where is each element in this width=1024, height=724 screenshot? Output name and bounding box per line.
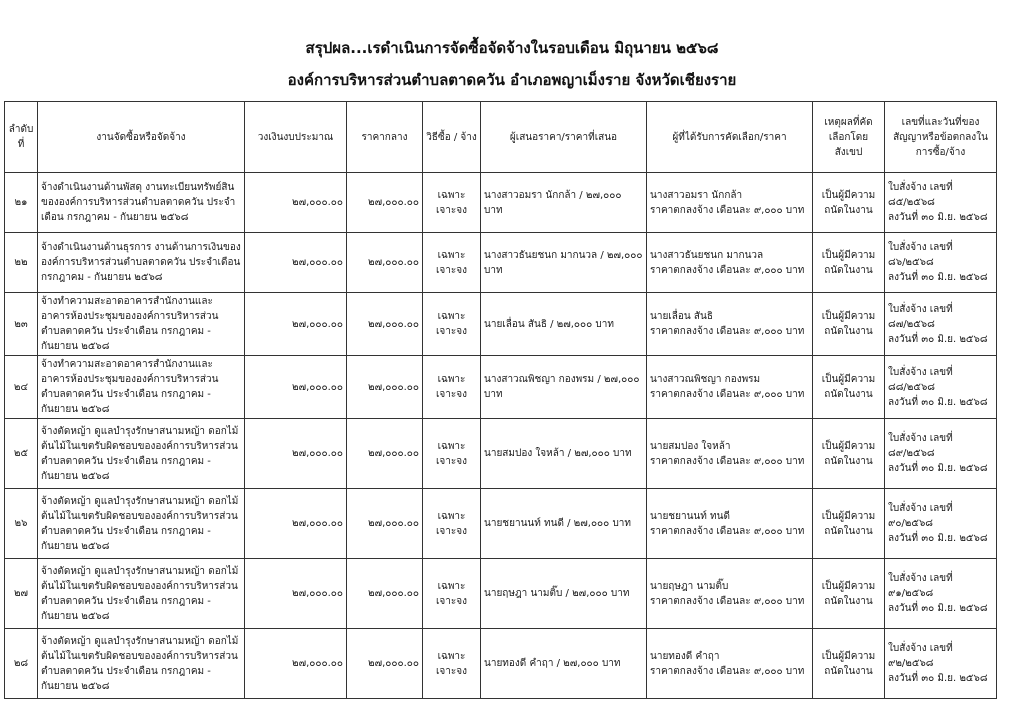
bidder-price: นายสมปอง ใจหล้า / ๒๗,๐๐๐ บาท xyxy=(481,419,647,489)
contract-date: ลงวันที่ ๓๐ มิ.ย. ๒๕๖๘ xyxy=(888,603,988,614)
task-description: จ้างตัดหญ้า ดูแลบำรุงรักษาสนามหญ้า ดอกไม้ต้นไม้ในเขตรับผิดชอบขององค์การบริหารส่วนตำบลตาดควัน ประจำเดือน กรกฎาคม - กันยายน ๒๕๖๘ xyxy=(38,559,245,629)
task-description: จ้างดำเนินงานด้านธุรการ งานด้านการเงินขององค์การบริหารส่วนตำบลตาดควัน ประจำเดือน กรกฎาคม - กันยายน ๒๕๖๘ xyxy=(38,233,245,293)
winner-name: นายฤษฎา นามติ๊บ xyxy=(650,580,729,592)
winner-name: นายชยานนท์ ทนดี xyxy=(650,510,730,522)
selection-reason: เป็นผู้มีความถนัดในงาน xyxy=(813,173,885,233)
column-header: ลำดับที่ xyxy=(5,102,38,173)
task-description: จ้างทำความสะอาดอาคารสำนักงานและอาคารห้องประชุมขององค์การบริหารส่วนตำบลตาดควัน ประจำเดือน กรกฎาคม - กันยายน ๒๕๖๘ xyxy=(38,356,245,419)
winner-price: ราคาตกลงจ้าง เดือนละ ๙,๐๐๐ บาท xyxy=(650,264,805,276)
table-row xyxy=(5,356,997,419)
median-price: ๒๗,๐๐๐.๐๐ xyxy=(347,173,423,233)
document-subtitle: องค์การบริหารส่วนตำบลตาดควัน อำเภอพญาเม็งราย จังหวัดเชียงราย xyxy=(287,71,737,89)
task-description: จ้างทำความสะอาดอาคารสำนักงานและอาคารห้องประชุมขององค์การบริหารส่วนตำบลตาดควัน ประจำเดือน กรกฎาคม - กันยายน ๒๕๖๘ xyxy=(38,293,245,356)
contract-info xyxy=(885,559,997,629)
row-number: ๒๓ xyxy=(5,293,38,356)
winner-name: นายทองดี คำฤา xyxy=(650,650,720,662)
contract-date: ลงวันที่ ๓๐ มิ.ย. ๒๕๖๘ xyxy=(888,333,988,345)
budget-amount: ๒๗,๐๐๐.๐๐ xyxy=(245,356,347,419)
winner-price: ราคาตกลงจ้าง เดือนละ ๙,๐๐๐ บาท xyxy=(650,204,805,216)
table-row xyxy=(5,629,997,699)
row-number: ๒๑ xyxy=(5,173,38,233)
table-row xyxy=(5,173,997,233)
table-row xyxy=(5,559,997,629)
contract-info xyxy=(885,293,997,356)
table-header-row xyxy=(5,102,997,173)
row-number: ๒๕ xyxy=(5,419,38,489)
contract-date: ลงวันที่ ๓๐ มิ.ย. ๒๕๖๘ xyxy=(888,533,988,544)
column-header: วงเงินงบประมาณ xyxy=(245,102,347,173)
bidder-price: นางสาวณพิชญา กองพรม / ๒๗,๐๐๐ บาท xyxy=(481,356,647,419)
median-price: ๒๗,๐๐๐.๐๐ xyxy=(347,559,423,629)
procurement-method: เฉพาะเจาะจง xyxy=(423,419,481,489)
column-header: วิธีซื้อ / จ้าง xyxy=(423,102,481,173)
procurement-method: เฉพาะเจาะจง xyxy=(423,293,481,356)
contract-info xyxy=(885,356,997,419)
task-description: จ้างตัดหญ้า ดูแลบำรุงรักษาสนามหญ้า ดอกไม้ต้นไม้ในเขตรับผิดชอบขององค์การบริหารส่วนตำบลตาดควัน ประจำเดือน กรกฎาคม - กันยายน ๒๕๖๘ xyxy=(38,489,245,559)
contract-info xyxy=(885,489,997,559)
selected-vendor xyxy=(647,419,813,489)
bidder-price: นายชยานนท์ ทนดี / ๒๗,๐๐๐ บาท xyxy=(481,489,647,559)
winner-name: นางสาวณพิชญา กองพรม xyxy=(650,374,761,385)
bidder-price: นางสาวธันยชนก มากนวล / ๒๗,๐๐๐ บาท xyxy=(481,233,647,293)
median-price: ๒๗,๐๐๐.๐๐ xyxy=(347,629,423,699)
column-header: งานจัดซื้อหรือจัดจ้าง xyxy=(38,102,245,173)
selection-reason: เป็นผู้มีความถนัดในงาน xyxy=(813,233,885,293)
selection-reason: เป็นผู้มีความถนัดในงาน xyxy=(813,419,885,489)
median-price: ๒๗,๐๐๐.๐๐ xyxy=(347,419,423,489)
selected-vendor xyxy=(647,629,813,699)
median-price: ๒๗,๐๐๐.๐๐ xyxy=(347,233,423,293)
budget-amount: ๒๗,๐๐๐.๐๐ xyxy=(245,559,347,629)
contract-info xyxy=(885,629,997,699)
task-description: จ้างดำเนินงานด้านพัสดุ งานทะเบียนทรัพย์สินขององค์การบริหารส่วนตำบลตาดควัน ประจำเดือน กรกฎาคม - กันยายน ๒๕๖๘ xyxy=(38,173,245,233)
winner-price: ราคาตกลงจ้าง เดือนละ ๙,๐๐๐ บาท xyxy=(650,525,805,537)
task-description: จ้างตัดหญ้า ดูแลบำรุงรักษาสนามหญ้า ดอกไม้ต้นไม้ในเขตรับผิดชอบขององค์การบริหารส่วนตำบลตาดควัน ประจำเดือน กรกฎาคม - กันยายน ๒๕๖๘ xyxy=(38,419,245,489)
selected-vendor xyxy=(647,489,813,559)
bidder-price: นายทองดี คำฤา / ๒๗,๐๐๐ บาท xyxy=(481,629,647,699)
contract-date: ลงวันที่ ๓๐ มิ.ย. ๒๕๖๘ xyxy=(888,463,988,474)
table-row xyxy=(5,419,997,489)
selected-vendor xyxy=(647,233,813,293)
contract-number: ใบสั่งจ้าง เลขที่ ๘๖/๒๕๖๘ xyxy=(888,242,953,268)
winner-name: นายเลื่อน สันธิ xyxy=(650,311,713,322)
table-row xyxy=(5,489,997,559)
column-header: ผู้เสนอราคา/ราคาที่เสนอ xyxy=(481,102,647,173)
budget-amount: ๒๗,๐๐๐.๐๐ xyxy=(245,419,347,489)
budget-amount: ๒๗,๐๐๐.๐๐ xyxy=(245,293,347,356)
procurement-method: เฉพาะเจาะจง xyxy=(423,233,481,293)
winner-price: ราคาตกลงจ้าง เดือนละ ๙,๐๐๐ บาท xyxy=(650,665,805,677)
procurement-method: เฉพาะเจาะจง xyxy=(423,173,481,233)
row-number: ๒๗ xyxy=(5,559,38,629)
contract-number: ใบสั่งจ้าง เลขที่ ๘๗/๒๕๖๘ xyxy=(888,303,953,330)
procurement-method: เฉพาะเจาะจง xyxy=(423,489,481,559)
column-header: เลขที่และวันที่ของสัญญาหรือข้อตกลงในการซื้อ/จ้าง xyxy=(885,102,997,173)
procurement-method: เฉพาะเจาะจง xyxy=(423,356,481,419)
row-number: ๒๒ xyxy=(5,233,38,293)
column-header: ผู้ที่ได้รับการคัดเลือก/ราคา xyxy=(647,102,813,173)
selection-reason: เป็นผู้มีความถนัดในงาน xyxy=(813,356,885,419)
bidder-price: นางสาวอมรา นักกล้า / ๒๗,๐๐๐ บาท xyxy=(481,173,647,233)
contract-date: ลงวันที่ ๓๐ มิ.ย. ๒๕๖๘ xyxy=(888,272,988,283)
budget-amount: ๒๗,๐๐๐.๐๐ xyxy=(245,173,347,233)
selected-vendor xyxy=(647,559,813,629)
budget-amount: ๒๗,๐๐๐.๐๐ xyxy=(245,233,347,293)
contract-date: ลงวันที่ ๓๐ มิ.ย. ๒๕๖๘ xyxy=(888,673,988,684)
contract-date: ลงวันที่ ๓๐ มิ.ย. ๒๕๖๘ xyxy=(888,396,988,408)
row-number: ๒๔ xyxy=(5,356,38,419)
bidder-price: นายเลื่อน สันธิ / ๒๗,๐๐๐ บาท xyxy=(481,293,647,356)
procurement-method: เฉพาะเจาะจง xyxy=(423,629,481,699)
bidder-price: นายฤษฎา นามติ๊บ / ๒๗,๐๐๐ บาท xyxy=(481,559,647,629)
winner-name: นางสาวอมรา นักกล้า xyxy=(650,189,743,201)
contract-number: ใบสั่งจ้าง เลขที่ ๙๑/๒๕๖๘ xyxy=(888,573,953,599)
column-header: เหตุผลที่คัดเลือกโดยสังเขป xyxy=(813,102,885,173)
median-price: ๒๗,๐๐๐.๐๐ xyxy=(347,489,423,559)
contract-info xyxy=(885,233,997,293)
row-number: ๒๘ xyxy=(5,629,38,699)
winner-name: นางสาวธันยชนก มากนวล xyxy=(650,249,764,261)
contract-number: ใบสั่งจ้าง เลขที่ ๙๒/๒๕๖๘ xyxy=(888,643,953,669)
task-description: จ้างตัดหญ้า ดูแลบำรุงรักษาสนามหญ้า ดอกไม้ต้นไม้ในเขตรับผิดชอบขององค์การบริหารส่วนตำบลตาดควัน ประจำเดือน กรกฎาคม - กันยายน ๒๕๖๘ xyxy=(38,629,245,699)
contract-date: ลงวันที่ ๓๐ มิ.ย. ๒๕๖๘ xyxy=(888,212,988,223)
winner-price: ราคาตกลงจ้าง เดือนละ ๙,๐๐๐ บาท xyxy=(650,389,805,400)
budget-amount: ๒๗,๐๐๐.๐๐ xyxy=(245,629,347,699)
selection-reason: เป็นผู้มีความถนัดในงาน xyxy=(813,489,885,559)
selected-vendor xyxy=(647,173,813,233)
table-row xyxy=(5,233,997,293)
budget-amount: ๒๗,๐๐๐.๐๐ xyxy=(245,489,347,559)
median-price: ๒๗,๐๐๐.๐๐ xyxy=(347,293,423,356)
contract-number: ใบสั่งจ้าง เลขที่ ๘๘/๒๕๖๘ xyxy=(888,366,953,393)
median-price: ๒๗,๐๐๐.๐๐ xyxy=(347,356,423,419)
contract-number: ใบสั่งจ้าง เลขที่ ๘๙/๒๕๖๘ xyxy=(888,433,953,459)
winner-price: ราคาตกลงจ้าง เดือนละ ๙,๐๐๐ บาท xyxy=(650,326,805,337)
selection-reason: เป็นผู้มีความถนัดในงาน xyxy=(813,629,885,699)
column-header: ราคากลาง xyxy=(347,102,423,173)
contract-number: ใบสั่งจ้าง เลขที่ ๘๕/๒๕๖๘ xyxy=(888,182,953,208)
document-title: สรุปผล...เรดำเนินการจัดซื้อจัดจ้างในรอบเดือน มิถุนายน ๒๕๖๘ xyxy=(305,39,719,57)
winner-name: นายสมปอง ใจหล้า xyxy=(650,440,731,452)
selected-vendor xyxy=(647,293,813,356)
contract-info xyxy=(885,419,997,489)
selected-vendor xyxy=(647,356,813,419)
row-number: ๒๖ xyxy=(5,489,38,559)
winner-price: ราคาตกลงจ้าง เดือนละ ๙,๐๐๐ บาท xyxy=(650,595,805,607)
selection-reason: เป็นผู้มีความถนัดในงาน xyxy=(813,293,885,356)
procurement-method: เฉพาะเจาะจง xyxy=(423,559,481,629)
contract-number: ใบสั่งจ้าง เลขที่ ๙๐/๒๕๖๘ xyxy=(888,503,953,529)
winner-price: ราคาตกลงจ้าง เดือนละ ๙,๐๐๐ บาท xyxy=(650,455,805,467)
contract-info xyxy=(885,173,997,233)
selection-reason: เป็นผู้มีความถนัดในงาน xyxy=(813,559,885,629)
table-row xyxy=(5,293,997,356)
procurement-table xyxy=(4,101,997,699)
